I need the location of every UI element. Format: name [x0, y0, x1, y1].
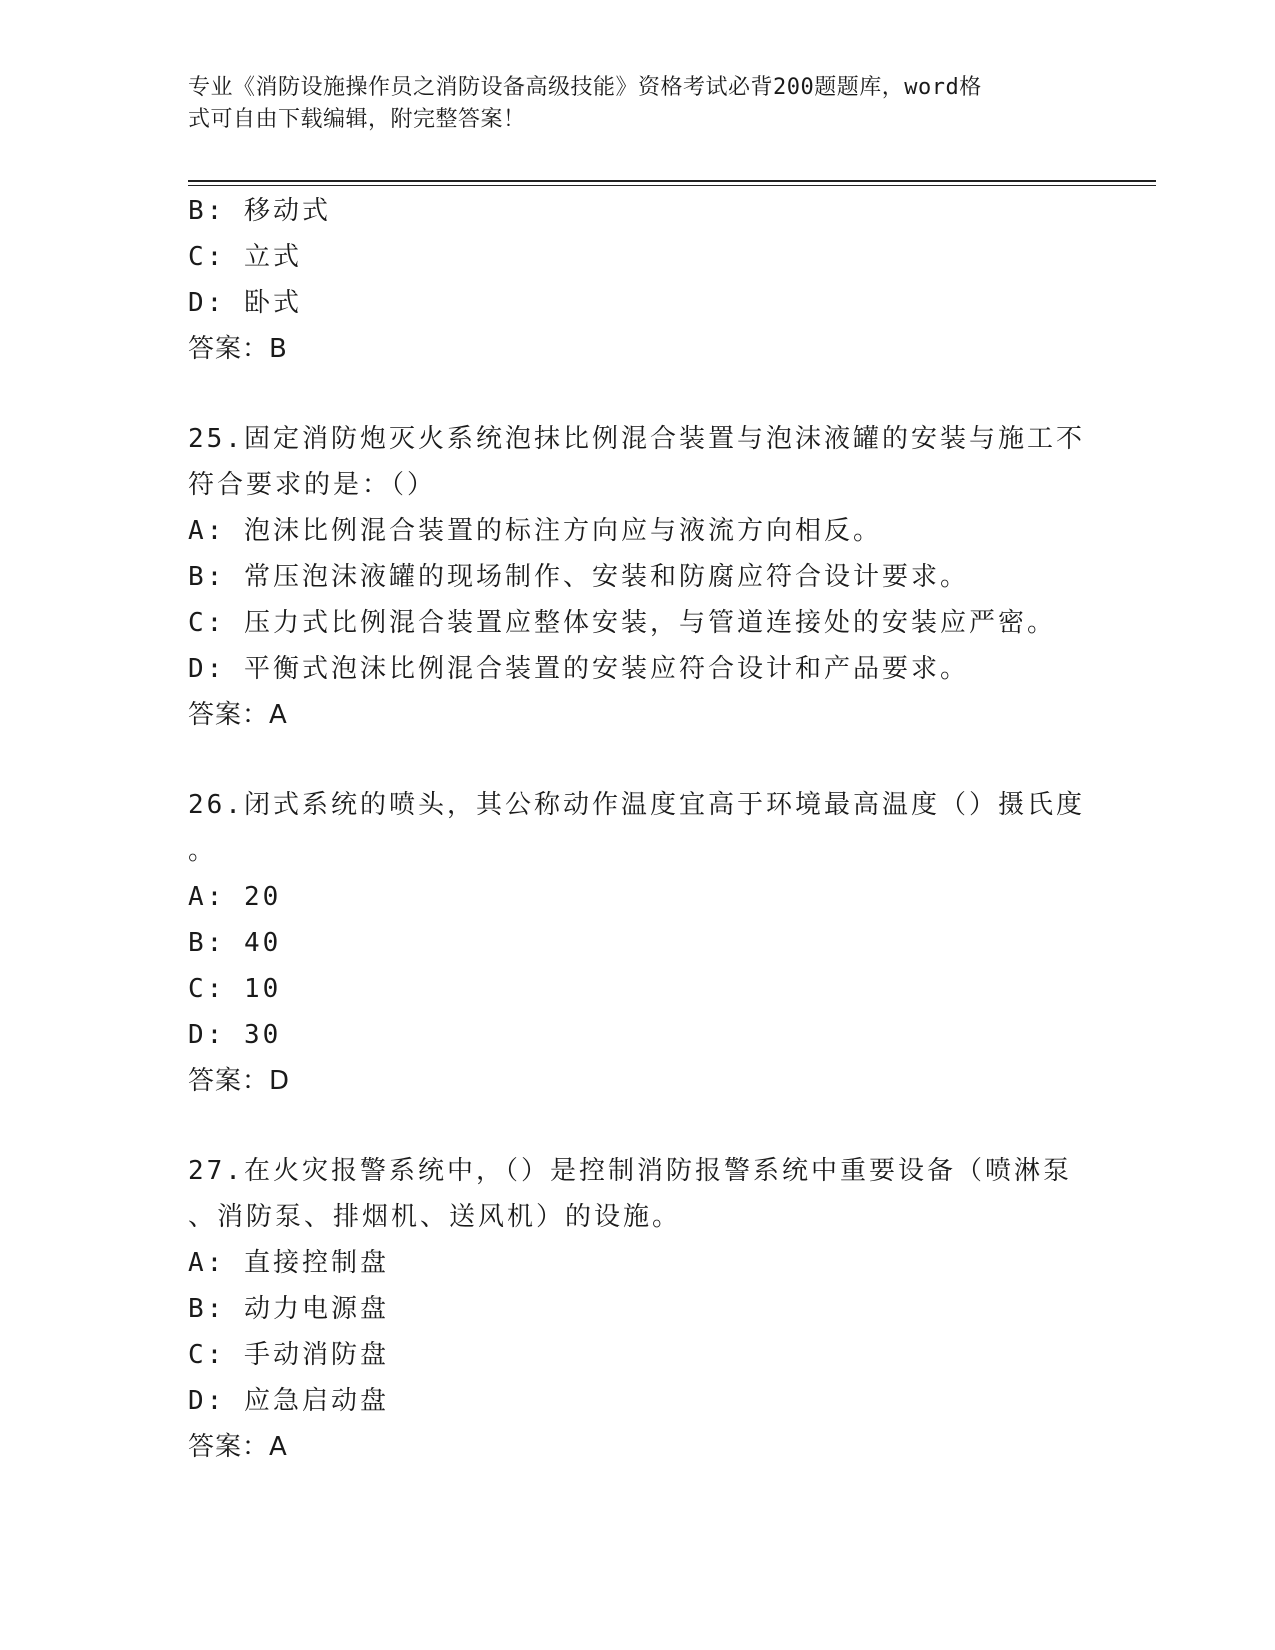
question-stem-line-2: 、消防泵、排烟机、送风机）的设施。: [188, 1202, 682, 1232]
option-c: C: 立式: [188, 242, 302, 272]
option-c: C: 压力式比例混合装置应整体安装，与管道连接处的安装应严密。: [188, 608, 1056, 638]
header-rule-thick: [188, 180, 1156, 182]
spacer: [188, 738, 1088, 782]
question-25: [188, 416, 1088, 738]
spacer: [188, 1104, 1088, 1148]
option-c: C: 10: [188, 974, 282, 1004]
option-a: A: 20: [188, 882, 282, 912]
question-27: [188, 1148, 1088, 1470]
option-b: B: 40: [188, 928, 282, 958]
option-d: D: 卧式: [188, 288, 302, 318]
document-header: [188, 72, 1068, 136]
question-stem-line-2: 符合要求的是：（）: [188, 470, 437, 500]
question-26: [188, 782, 1088, 1104]
spacer: [188, 372, 1088, 416]
option-d: D: 30: [188, 1020, 282, 1050]
question-stem-line-1: 25.固定消防炮灭火系统泡抹比例混合装置与泡沫液罐的安装与施工不: [188, 424, 1085, 454]
option-b: B: 常压泡沫液罐的现场制作、安装和防腐应符合设计要求。: [188, 562, 969, 592]
answer-line: 答案：A: [188, 1432, 288, 1462]
answer-line: 答案：B: [188, 334, 288, 364]
option-d: D: 平衡式泡沫比例混合装置的安装应符合设计和产品要求。: [188, 654, 969, 684]
option-d: D: 应急启动盘: [188, 1386, 389, 1416]
question-content: [188, 188, 1088, 1470]
answer-line: 答案：A: [188, 700, 288, 730]
question-stem-line-2: 。: [188, 836, 218, 866]
option-b: B: 移动式: [188, 196, 331, 226]
header-line-2: 式可自由下载编辑，附完整答案！: [188, 107, 526, 132]
prev-question: [188, 188, 1088, 372]
question-stem-line-1: 27.在火灾报警系统中，（）是控制消防报警系统中重要设备（喷淋泵: [188, 1156, 1072, 1186]
option-c: C: 手动消防盘: [188, 1340, 389, 1370]
header-line-1: 专业《消防设施操作员之消防设备高级技能》资格考试必背200题题库，word格: [188, 75, 982, 100]
option-a: A: 泡沫比例混合装置的标注方向应与液流方向相反。: [188, 516, 882, 546]
option-a: A: 直接控制盘: [188, 1248, 389, 1278]
header-rule-thin: [188, 185, 1156, 186]
option-b: B: 动力电源盘: [188, 1294, 389, 1324]
answer-line: 答案：D: [188, 1066, 291, 1096]
question-stem-line-1: 26.闭式系统的喷头，其公称动作温度宜高于环境最高温度（）摄氏度: [188, 790, 1085, 820]
